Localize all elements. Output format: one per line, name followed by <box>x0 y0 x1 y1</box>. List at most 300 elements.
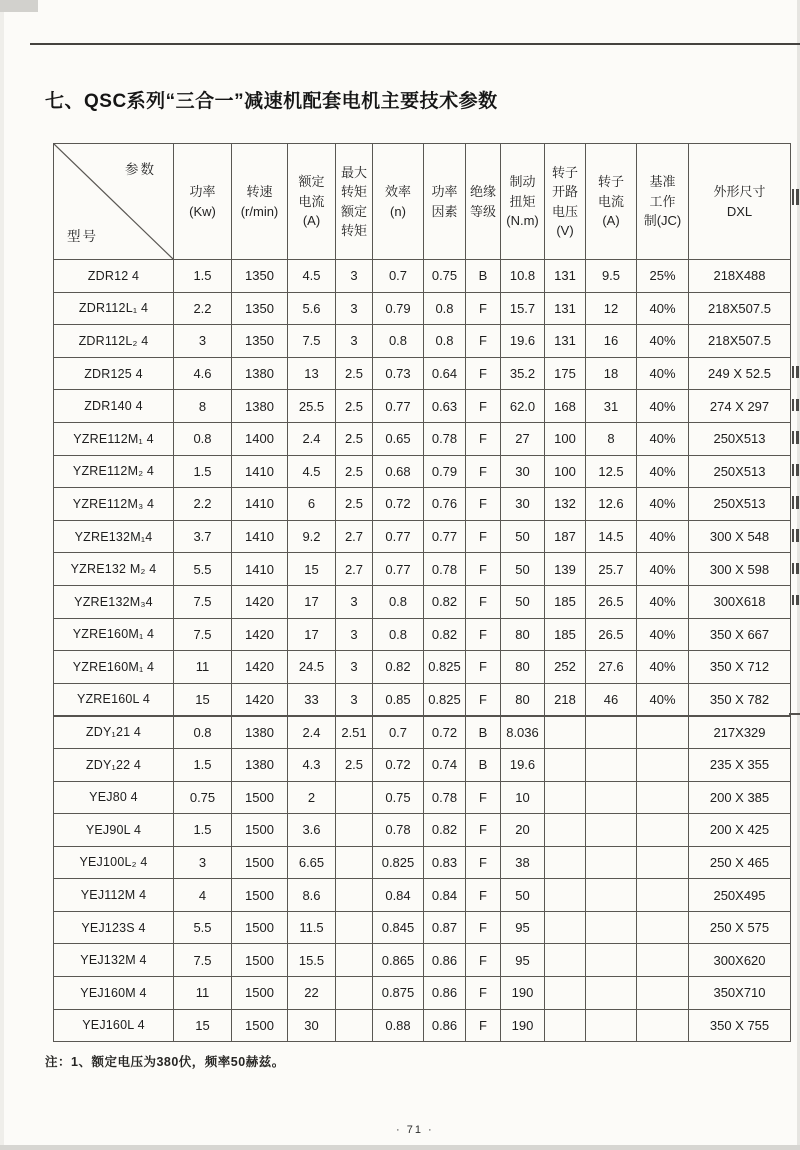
table-cell: 300 X 598 <box>689 553 791 586</box>
table-cell: 5.5 <box>174 911 232 944</box>
table-cell: 300 X 548 <box>689 520 791 553</box>
table-cell: 5.5 <box>174 553 232 586</box>
table-cell: 0.78 <box>373 814 424 847</box>
clipped-text-fragment <box>792 496 800 509</box>
table-cell: 50 <box>501 553 545 586</box>
table-row <box>54 748 791 781</box>
table-cell: 12 <box>586 292 637 325</box>
table-cell: 1.5 <box>174 455 232 488</box>
table-cell: 185 <box>545 618 586 651</box>
table-cell: F <box>466 683 501 716</box>
table-cell: 200 X 425 <box>689 814 791 847</box>
table-row <box>54 553 791 586</box>
table-cell <box>586 846 637 879</box>
model-cell: ZDR140 4 <box>54 390 174 423</box>
clipped-text-fragment <box>792 563 800 574</box>
table-cell: 95 <box>501 911 545 944</box>
table-cell: 1380 <box>232 716 288 749</box>
table-cell: 1350 <box>232 325 288 358</box>
table-row <box>54 585 791 618</box>
table-cell: 250X513 <box>689 422 791 455</box>
table-row <box>54 911 791 944</box>
table-cell: 0.82 <box>424 618 466 651</box>
table-cell <box>586 911 637 944</box>
table-cell: 0.85 <box>373 683 424 716</box>
table-cell: 0.75 <box>174 781 232 814</box>
table-cell: 80 <box>501 683 545 716</box>
table-cell: 22 <box>288 977 336 1010</box>
table-cell: 3 <box>336 325 373 358</box>
table-cell: 12.5 <box>586 455 637 488</box>
table-cell: 8 <box>586 422 637 455</box>
table-cell: 131 <box>545 325 586 358</box>
table-cell: 40% <box>637 553 689 586</box>
table-cell: 1.5 <box>174 748 232 781</box>
table-cell: F <box>466 618 501 651</box>
column-header: 额定 电流 (A) <box>288 144 336 260</box>
model-cell: YZRE160L 4 <box>54 683 174 716</box>
table-cell: 8.6 <box>288 879 336 912</box>
table-cell: 40% <box>637 618 689 651</box>
table-cell <box>586 879 637 912</box>
table-cell: 3 <box>336 260 373 293</box>
model-cell: YEJ160L 4 <box>54 1009 174 1042</box>
table-cell <box>336 814 373 847</box>
table-row <box>54 879 791 912</box>
table-cell <box>637 781 689 814</box>
table-cell: 3 <box>336 292 373 325</box>
table-cell: 3 <box>336 651 373 684</box>
table-row <box>54 422 791 455</box>
table-cell: 250 X 575 <box>689 911 791 944</box>
table-cell <box>336 846 373 879</box>
table-cell: 1500 <box>232 879 288 912</box>
column-header: 功率 (Kw) <box>174 144 232 260</box>
paper-edge-bottom <box>0 1145 800 1150</box>
table-cell: 27.6 <box>586 651 637 684</box>
table-cell: 250X495 <box>689 879 791 912</box>
table-cell: 30 <box>501 455 545 488</box>
table-cell: 50 <box>501 879 545 912</box>
table-cell: 190 <box>501 977 545 1010</box>
table-cell: 252 <box>545 651 586 684</box>
table-cell: 0.77 <box>424 520 466 553</box>
table-cell: 6 <box>288 488 336 521</box>
table-cell: 0.78 <box>424 553 466 586</box>
table-cell: 350X710 <box>689 977 791 1010</box>
table-cell: 0.75 <box>373 781 424 814</box>
table-cell: 218X488 <box>689 260 791 293</box>
table-cell: 17 <box>288 585 336 618</box>
table-cell: 2.4 <box>288 716 336 749</box>
table-cell: 217X329 <box>689 716 791 749</box>
table-cell: 3.7 <box>174 520 232 553</box>
table-cell: F <box>466 1009 501 1042</box>
table-cell: 33 <box>288 683 336 716</box>
table-cell: 0.83 <box>424 846 466 879</box>
table-cell: 4 <box>174 879 232 912</box>
table-cell: 0.87 <box>424 911 466 944</box>
model-cell: YZRE112M₁ 4 <box>54 422 174 455</box>
model-cell: YZRE112M₃ 4 <box>54 488 174 521</box>
table-cell: 11.5 <box>288 911 336 944</box>
table-cell: 0.845 <box>373 911 424 944</box>
table-cell: 27 <box>501 422 545 455</box>
table-cell: 35.2 <box>501 357 545 390</box>
column-header: 最大 转矩 额定 转矩 <box>336 144 373 260</box>
table-row <box>54 944 791 977</box>
table-cell: 0.8 <box>174 422 232 455</box>
table-cell: 26.5 <box>586 585 637 618</box>
table-cell: 13 <box>288 357 336 390</box>
table-row <box>54 260 791 293</box>
table-cell: 350 X 755 <box>689 1009 791 1042</box>
model-cell: YZRE160M₁ 4 <box>54 651 174 684</box>
table-cell: 1500 <box>232 944 288 977</box>
table-cell: 2.51 <box>336 716 373 749</box>
table-cell: 0.875 <box>373 977 424 1010</box>
table-cell: 7.5 <box>174 944 232 977</box>
table-cell: 218 <box>545 683 586 716</box>
table-cell: 0.8 <box>373 585 424 618</box>
table-cell <box>637 944 689 977</box>
table-cell: 4.5 <box>288 455 336 488</box>
table-cell: 5.6 <box>288 292 336 325</box>
table-cell: 2 <box>288 781 336 814</box>
table-row <box>54 520 791 553</box>
table-cell: 30 <box>501 488 545 521</box>
model-cell: YZRE132M₁4 <box>54 520 174 553</box>
table-cell: 15 <box>174 1009 232 1042</box>
table-cell <box>637 911 689 944</box>
column-header: 基准 工作 制(JC) <box>637 144 689 260</box>
table-cell <box>637 748 689 781</box>
table-cell: F <box>466 814 501 847</box>
table-cell: 1410 <box>232 488 288 521</box>
table-cell: 7.5 <box>288 325 336 358</box>
table-row <box>54 455 791 488</box>
clipped-text-fragment <box>792 431 800 444</box>
table-cell: 1.5 <box>174 260 232 293</box>
table-cell: 0.82 <box>373 651 424 684</box>
table-cell <box>545 814 586 847</box>
table-cell <box>336 879 373 912</box>
table-cell: 249 X 52.5 <box>689 357 791 390</box>
table-cell: 16 <box>586 325 637 358</box>
table-cell: 8 <box>174 390 232 423</box>
table-cell: 25.5 <box>288 390 336 423</box>
table-cell: 250 X 465 <box>689 846 791 879</box>
table-row <box>54 292 791 325</box>
table-cell <box>586 716 637 749</box>
table-cell: 15 <box>174 683 232 716</box>
table-cell <box>586 977 637 1010</box>
table-cell: 100 <box>545 422 586 455</box>
table-cell: 46 <box>586 683 637 716</box>
scan-artifact-corner <box>0 0 38 12</box>
corner-label-model: 型号 <box>67 228 98 244</box>
table-cell: 0.65 <box>373 422 424 455</box>
table-cell: 2.5 <box>336 748 373 781</box>
table-cell: 1.5 <box>174 814 232 847</box>
table-cell: 0.88 <box>373 1009 424 1042</box>
table-cell: 3.6 <box>288 814 336 847</box>
table-cell: 0.64 <box>424 357 466 390</box>
table-cell <box>336 911 373 944</box>
table-cell: 0.82 <box>424 585 466 618</box>
table-cell: 250X513 <box>689 488 791 521</box>
table-cell <box>545 781 586 814</box>
table-cell: 131 <box>545 292 586 325</box>
table-cell: 0.82 <box>424 814 466 847</box>
table-cell: 7.5 <box>174 585 232 618</box>
column-header: 效率 (n) <box>373 144 424 260</box>
table-cell: 4.3 <box>288 748 336 781</box>
table-cell: 1420 <box>232 585 288 618</box>
table-cell: 40% <box>637 488 689 521</box>
table-cell: 14.5 <box>586 520 637 553</box>
table-cell <box>545 748 586 781</box>
table-cell: F <box>466 520 501 553</box>
page-title: 七、QSC系列“三合一”减速机配套电机主要技术参数 <box>45 91 498 112</box>
model-cell: YEJ132M 4 <box>54 944 174 977</box>
table-cell <box>586 781 637 814</box>
table-cell: 1380 <box>232 390 288 423</box>
table-row <box>54 814 791 847</box>
table-cell: B <box>466 260 501 293</box>
table-cell: 1410 <box>232 553 288 586</box>
column-header: 功率 因素 <box>424 144 466 260</box>
table-cell: 62.0 <box>501 390 545 423</box>
table-cell: 0.68 <box>373 455 424 488</box>
corner-label-param: 参数 <box>125 162 156 177</box>
table-cell <box>637 879 689 912</box>
table-cell: 8.036 <box>501 716 545 749</box>
table-cell: 12.6 <box>586 488 637 521</box>
table-cell: F <box>466 553 501 586</box>
table-cell: 1420 <box>232 683 288 716</box>
footnote: 注：1、额定电压为380伏，频率50赫兹。 <box>45 1055 285 1069</box>
table-cell: F <box>466 455 501 488</box>
table-cell: 25.7 <box>586 553 637 586</box>
clipped-text-fragment <box>792 189 800 205</box>
table-row <box>54 846 791 879</box>
table-cell: 0.78 <box>424 422 466 455</box>
table-cell: F <box>466 781 501 814</box>
table-cell: 4.6 <box>174 357 232 390</box>
table-cell: F <box>466 944 501 977</box>
table-cell: 190 <box>501 1009 545 1042</box>
table-cell <box>637 814 689 847</box>
table-cell: B <box>466 748 501 781</box>
table-row <box>54 390 791 423</box>
table-cell: 0.74 <box>424 748 466 781</box>
table-cell: 1420 <box>232 651 288 684</box>
table-cell: F <box>466 911 501 944</box>
table-cell: 1380 <box>232 357 288 390</box>
table-cell: 40% <box>637 585 689 618</box>
table-cell: 0.825 <box>424 651 466 684</box>
table-cell: 0.73 <box>373 357 424 390</box>
top-rule <box>30 43 800 45</box>
table-cell: 40% <box>637 357 689 390</box>
column-header: 外形尺寸 DXL <box>689 144 791 260</box>
table-cell: 2.2 <box>174 488 232 521</box>
table-cell: 24.5 <box>288 651 336 684</box>
table-cell: 30 <box>288 1009 336 1042</box>
table-cell <box>586 814 637 847</box>
table-cell: 10 <box>501 781 545 814</box>
table-cell: 139 <box>545 553 586 586</box>
table-cell: 250X513 <box>689 455 791 488</box>
table-cell: 0.79 <box>373 292 424 325</box>
table-cell: 50 <box>501 520 545 553</box>
table-cell: 4.5 <box>288 260 336 293</box>
table-cell: F <box>466 846 501 879</box>
table-cell <box>545 911 586 944</box>
table-cell: 15.7 <box>501 292 545 325</box>
table-row <box>54 651 791 684</box>
table-row <box>54 716 791 749</box>
table-cell <box>545 716 586 749</box>
header-row <box>54 144 791 260</box>
table-row <box>54 618 791 651</box>
table-cell <box>545 944 586 977</box>
table-cell: 0.77 <box>373 520 424 553</box>
table-cell: 1380 <box>232 748 288 781</box>
table-cell: 0.825 <box>424 683 466 716</box>
paper-edge-left <box>0 0 4 1150</box>
table-cell: F <box>466 357 501 390</box>
table-cell <box>586 1009 637 1042</box>
clipped-text-fragment <box>792 464 800 476</box>
table-cell: 9.2 <box>288 520 336 553</box>
table-cell: 11 <box>174 651 232 684</box>
model-cell: YEJ80 4 <box>54 781 174 814</box>
model-cell: ZDR125 4 <box>54 357 174 390</box>
table-cell: 0.8 <box>424 325 466 358</box>
table-cell: 0.72 <box>373 748 424 781</box>
table-cell: 100 <box>545 455 586 488</box>
table-cell: 0.7 <box>373 716 424 749</box>
table-cell: F <box>466 325 501 358</box>
model-cell: YEJ112M 4 <box>54 879 174 912</box>
table-cell <box>545 879 586 912</box>
table-cell: 38 <box>501 846 545 879</box>
model-cell: YZRE132M₃4 <box>54 585 174 618</box>
table-cell: 0.86 <box>424 944 466 977</box>
table-cell: 235 X 355 <box>689 748 791 781</box>
table-cell: 1420 <box>232 618 288 651</box>
table-cell: 40% <box>637 520 689 553</box>
table-cell: 3 <box>336 585 373 618</box>
table-cell: 18 <box>586 357 637 390</box>
table-cell: 0.77 <box>373 390 424 423</box>
table-cell: 132 <box>545 488 586 521</box>
model-cell: ZDR112L₁ 4 <box>54 292 174 325</box>
clipped-text-fragment <box>792 399 800 411</box>
page-number: · 71 · <box>396 1124 434 1136</box>
table-cell <box>336 781 373 814</box>
table-cell: 2.5 <box>336 357 373 390</box>
table-cell: 200 X 385 <box>689 781 791 814</box>
table-cell: 0.8 <box>373 325 424 358</box>
table-cell: F <box>466 488 501 521</box>
table-cell: 0.78 <box>424 781 466 814</box>
table-cell: 15 <box>288 553 336 586</box>
table-cell: F <box>466 390 501 423</box>
table-cell: 1400 <box>232 422 288 455</box>
table-cell: 31 <box>586 390 637 423</box>
table-row <box>54 977 791 1010</box>
table-row <box>54 781 791 814</box>
section-separator-extension <box>789 713 800 715</box>
table-cell <box>637 716 689 749</box>
clipped-text-fragment <box>792 529 800 542</box>
table-cell: 1500 <box>232 814 288 847</box>
table-cell: 26.5 <box>586 618 637 651</box>
table-cell: 7.5 <box>174 618 232 651</box>
table-cell: 300X620 <box>689 944 791 977</box>
model-cell: YZRE160M₁ 4 <box>54 618 174 651</box>
table-cell: 0.72 <box>373 488 424 521</box>
table-cell: 2.2 <box>174 292 232 325</box>
column-header: 转子 开路 电压 (V) <box>545 144 586 260</box>
table-row <box>54 488 791 521</box>
table-cell: 1500 <box>232 846 288 879</box>
table-cell <box>336 944 373 977</box>
table-cell: 80 <box>501 618 545 651</box>
model-cell: YZRE112M₂ 4 <box>54 455 174 488</box>
table-cell: 80 <box>501 651 545 684</box>
table-cell: 15.5 <box>288 944 336 977</box>
table-cell: 0.79 <box>424 455 466 488</box>
model-cell: YEJ160M 4 <box>54 977 174 1010</box>
table-cell: B <box>466 716 501 749</box>
table-cell: 6.65 <box>288 846 336 879</box>
table-cell: 0.84 <box>373 879 424 912</box>
table-cell: 9.5 <box>586 260 637 293</box>
table-cell: 1410 <box>232 520 288 553</box>
table-cell: 2.5 <box>336 488 373 521</box>
clipped-text-fragment <box>792 366 800 378</box>
table-cell: 19.6 <box>501 748 545 781</box>
table-cell: F <box>466 585 501 618</box>
table-cell: 10.8 <box>501 260 545 293</box>
table-cell: 2.7 <box>336 520 373 553</box>
table-cell <box>336 1009 373 1042</box>
column-header: 转速 (r/min) <box>232 144 288 260</box>
clipped-text-fragment <box>792 595 800 605</box>
table-cell: F <box>466 651 501 684</box>
spec-table <box>53 143 791 1042</box>
table-cell: 350 X 782 <box>689 683 791 716</box>
table-cell: 40% <box>637 651 689 684</box>
table-cell: 2.5 <box>336 455 373 488</box>
table-cell: 1350 <box>232 292 288 325</box>
table-cell: 3 <box>336 618 373 651</box>
table-cell <box>545 1009 586 1042</box>
corner-cell <box>54 144 174 260</box>
table-cell: 11 <box>174 977 232 1010</box>
table-cell: 218X507.5 <box>689 292 791 325</box>
table-cell: F <box>466 292 501 325</box>
model-cell: YEJ90L 4 <box>54 814 174 847</box>
table-row <box>54 325 791 358</box>
table-cell: 185 <box>545 585 586 618</box>
model-cell: ZDY₁21 4 <box>54 716 174 749</box>
table-cell: 0.63 <box>424 390 466 423</box>
